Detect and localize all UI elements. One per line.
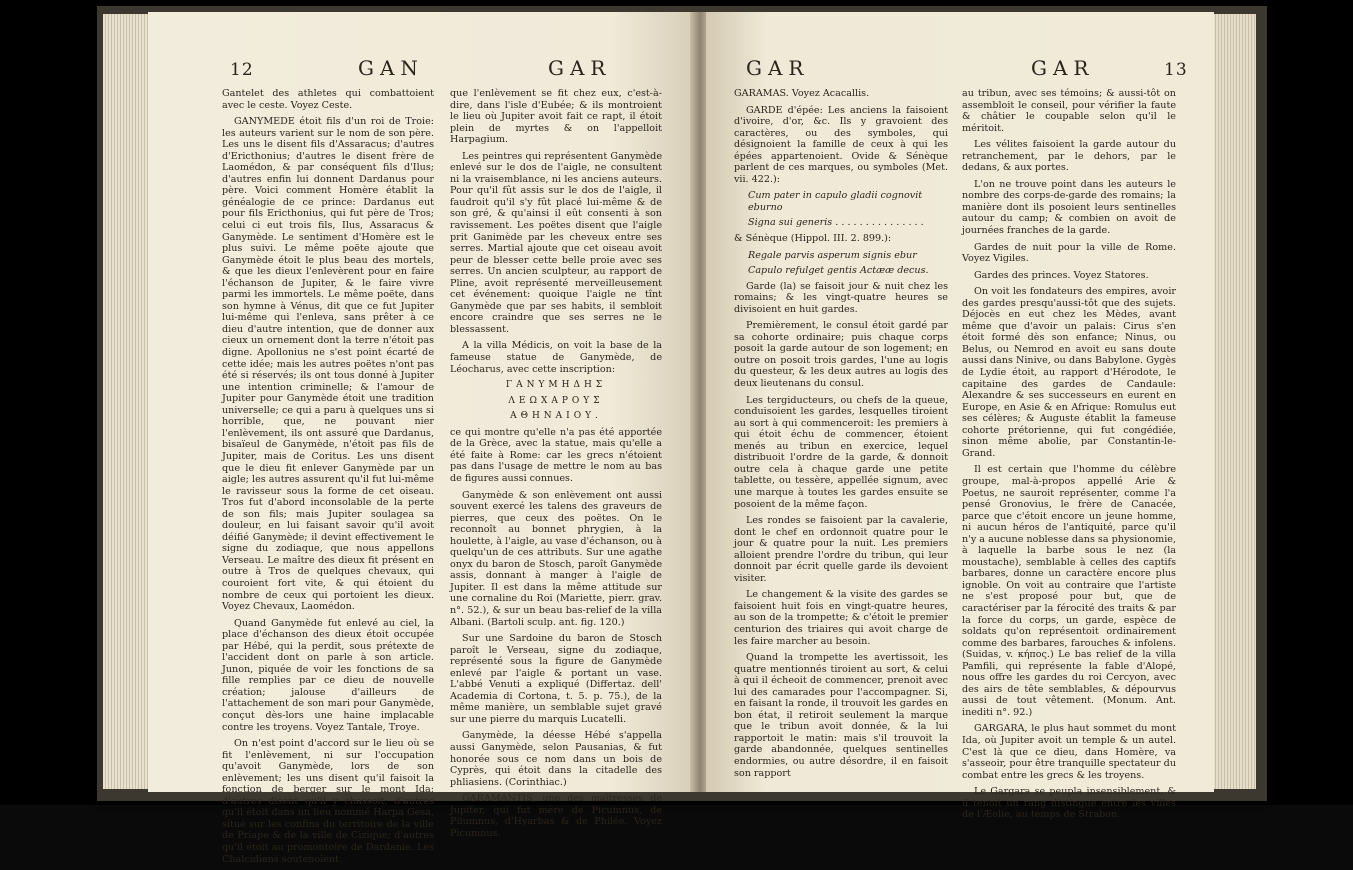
right-page-edges <box>1212 14 1256 789</box>
right-column-2 <box>962 88 1176 826</box>
paragraph: Gardes des princes. Voyez Statores. <box>974 269 1149 281</box>
greek-inscription-line: ΛΕΩΧΑΡΟΥΣ <box>508 395 604 406</box>
paragraph: Ganymède, la déesse Hébé s'appella aussi Ganymède, selon Pausanias, & fut honorée sous ce nom dans un bois de Cyprès, qui étoit dans la citadelle des phliasiens. (Corinthiac.) <box>450 730 662 788</box>
paragraph: A la villa Médicis, on voit la base de la fameuse statue de Ganymède, de Léocharus, avec cette inscription: <box>450 340 662 375</box>
paragraph: Quand Ganymède fut enlevé au ciel, la place d'échanson des dieux étoit occupée par Hébé, qui la perdit, sous prétexte de l'accident dont on parle à son article. Junon, piquée de voir les fonctions de sa fille remplies par ce dieu de nouvelle création; jalouse d'ailleurs de l'attachement de son mari pour Ganymède, conçut dès-lors une haine implacable contre les troyens. Voyez Tantale, Troye. <box>222 617 434 733</box>
paragraph: GARDE d'épée: Les anciens la faisoient d'ivoire, d'or, &c. Ils y gravoient des caractères, ou des symboles, qui désignoient la famille de ceux à qui les épées appartenoient. Ovide & Sénèque parlent de ces marques, ou symboles (Met. vii. 422.): <box>734 104 948 185</box>
paragraph: Gardes de nuit pour la ville de Rome. Voyez Vigiles. <box>962 241 1176 265</box>
paragraph: Garde (la) se faisoit jour & nuit chez les romains; & les vingt-quatre heures se divisoient en huit gardes. <box>734 280 948 315</box>
paragraph: On voit les fondateurs des empires, avoir des gardes presqu'aussi-tôt que des sujets. Déjocès en eut chez les Mèdes, avant même que d'avoir un palais: Cirus s'en étoit formé dès son enfance; Ninus, ou Belus, ou Nemrod en avoit eu sans doute aussi dans Ninive, ou dans Babylone. Gygès de Lydie étoit, au rapport d'Hérodote, le capitaine des gardes de Candaule: Alexandre & ses successeurs en eurent en Europe, en Asie & en Afrique: Romulus eut ses célères; & Auguste établit la fameuse cohorte prétorienne, qui fut congédiée, sinon même abolie, par Constantin-le-Grand. <box>962 286 1176 459</box>
paragraph: Les tergiducteurs, ou chefs de la queue, conduisoient les gardes, lesquelles tiroient au sort à qui commenceroit: les premiers à qui étoit échu de commencer, étoient menés au tribun en exercice, lequel distribuoit l'ordre de la garde, & donnoit outre cela à chaque garde une petite tablette, ou tessère, appellée signum, avec une marque à toutes les gardes ensuite se posoient de la même façon. <box>734 394 948 510</box>
paragraph: GANYMEDE étoit fils d'un roi de Troie: les auteurs varient sur le nom de son père. Les uns le disent fils d'Assaracus; d'autres d'Ericthonius; d'autres le disent frère de Laomédon, & par conséquent fils d'Ilus; d'autres enfin lui donnent Dardanus pour père. Voici comment Homère établit la généalogie de ce prince: Dardanus eut pour fils Ericthonius, qui fut père de Tros; celui ci eut trois fils, Ilus, Assaracus & Ganymède. Le sentiment d'Homère est le plus suivi. Le même poëte ajoute que Ganymède étoit le plus beau des mortels, & que les dieux l'enlevèrent pour en faire l'échanson de Jupiter, & le faire vivre parmi les immortels. Le même poëte, dans son hymne à Vénus, dit que ce fut Jupiter lui-même qui l'enleva, sans prêter à ce dieu d'autre intention, que de donner aux cieux un ornement dont la terre n'étoit pas digne. Apollonius ne s'est point écarté de cette idée; mais les autres poëtes n'ont pas été si réservés; ils ont tous donné à Jupiter une intention criminelle; & l'amour de Jupiter pour Ganymède étoit une tradition universelle; ce qui a paru à quelques uns si horrible, que, ne pouvant nier l'enlèvement, ils ont assuré que Dardanus, bisaïeul de Ganymède, n'étoit pas fils de Jupiter, mais de Coritus. Les uns disent que le dieu fit enlever Ganymède par un aigle; les autres assurent qu'il fut lui-même le ravisseur sous la forme de cet oiseau. Tros fut d'abord inconsolable de la perte de son fils; mais Jupiter soulagea sa douleur, en lui faisant savoir qu'il avoit déifié Ganymède; il devint effectivement le signe du zodiaque, que nous appellons Verseau. Le maître des dieux fit présent en outre à Tros de quelques chevaux, qui couroient fort vite, & qui étoient du nombre de ceux qui portoient les dieux. Voyez Chevaux, Laomédon. <box>222 116 434 613</box>
verse-line: Capulo refulget gentis Actææ decus. <box>748 265 929 277</box>
left-column-1 <box>222 88 434 870</box>
right-page-number: 13 <box>1164 60 1188 80</box>
paragraph: & Sénèque (Hippol. III. 2. 899.): <box>734 233 892 245</box>
greek-inscription-line: ΑΘΗΝΑΙΟΥ. <box>510 411 602 422</box>
paragraph: ce qui montre qu'elle n'a pas été apportée de la Grèce, avec la statue, mais qu'elle a été faite à Rome: car les grecs n'étoient pas dans l'usage de mettre le nom au bas de figures aussi connues. <box>450 426 662 484</box>
left-column-2 <box>450 88 662 844</box>
verse-line: Regale parvis asperum signis ebur <box>748 249 917 261</box>
left-head-word-1: GAN <box>358 56 424 80</box>
paragraph: Le Gargara se peupla insensiblement, & il tenoit un rang distingué entre les villes de l'Æolie, au temps de Strabon. <box>962 786 1176 821</box>
left-page-number: 12 <box>230 60 254 80</box>
verse-line: Cum pater in capulo gladii cognovit eburno <box>748 190 923 213</box>
paragraph: L'on ne trouve point dans les auteurs le nombre des corps-de-garde des romains; la manière dont ils posoient leurs sentinelles autour du camp; & combien on avoit de journées franches de la garde. <box>962 178 1176 237</box>
left-head-word-2: GAR <box>548 56 612 80</box>
right-page <box>706 12 1214 821</box>
paragraph: au tribun, avec ses témoins; & aussi-tôt on assembloit le conseil, pour vérifier la faute & châtier le coupable selon qu'il le méritoit. <box>962 88 1176 134</box>
paragraph: On n'est point d'accord sur le lieu où se fit l'enlèvement, ni sur l'occupation qu'avoit Ganymède, lors de son enlèvement; les uns disent qu'il faisoit la fonction de berger sur le mont Ida; d'autres disent qu'il y chassoit; d'autres qu'il étoit dans un lieu nommé Harpa Gesa, situé sur les confins du territoire de la ville de Priape & de la ville de Cizique; d'autres qu'il étoit au promontoire de Dardanie. Les Chalcidiens soutenoient <box>222 738 434 865</box>
paragraph: Quand la trompette les avertissoit, les quatre mentionnés tiroient au sort, & celui à qui il écheoit de commencer, prenoit avec lui des camarades pour l'accompagner. Si, en faisant la ronde, il trouvoit les gardes en bon état, il retiroit seulement la marque que le tribun avoit donnée, & la lui rapportoit le matin: mais s'il trouvoit la garde abandonnée, quelques sentinelles endormies, ou autre désordre, il en faisoit son rapport <box>734 652 948 779</box>
greek-inscription-line: ΓΑΝΥΜΗΔΗΣ <box>505 380 607 391</box>
right-head-word-2: GAR <box>1031 56 1095 80</box>
paragraph: GARAMANTIS, une des maîtresses de Jupiter, qui fut mère de Picumnus, de Pilumnus, d'Hyarbas & de Philée. Voyez Picumnus. <box>450 793 662 839</box>
verse-line: Signa sui generis . . . . . . . . . . . . . . . <box>748 217 924 229</box>
left-running-head <box>148 56 694 84</box>
paragraph: Premièrement, le consul étoit gardé par sa cohorte ordinaire; puis chaque corps posoit la garde autour de son logement; en outre on posoit trois gardes, l'une au logis du questeur, & les deux autres au logis des deux lieutenans du consul. <box>734 320 948 390</box>
paragraph: Les peintres qui représentent Ganymède enlevé sur le dos de l'aigle, ne consultent ni la vraisemblance, ni les anciens auteurs. Pour qu'il fût assis sur le dos de l'aigle, il faudroit qu'il s'y fût placé lui-même & de son gré, & qu'ainsi il eût consenti à son ravissement. Les poëtes disent que l'aigle prit Ganimède par les cheveux entre ses serres. Martial ajoute que cet oiseau avoit peur de blesser cette belle proie avec ses serres. Un ancien sculpteur, au rapport de Pline, avoit représenté merveilleusement cet événement: quoique l'aigle ne tînt Ganymède que par ses habits, il sembloit encore craindre que ses serres ne le blessassent. <box>450 150 662 335</box>
paragraph: GARGARA, le plus haut sommet du mont Ida, où Jupiter avoit un temple & un autel. C'est là que ce dieu, dans Homère, va s'asseoir, pour être tranquille spectateur du combat entre les grecs & les troyens. <box>962 723 1176 781</box>
right-running-head <box>706 56 1214 84</box>
paragraph: Sur une Sardoine du baron de Stosch paroît le Verseau, signe du zodiaque, représenté sous la figure de Ganymède enlevé par l'aigle & portant un vase. L'abbé Venuti a expliqué (Differtaz. dell' Academia di Cortona, t. 5. p. 75.), de la même manière, un semblable sujet gravé sur une pierre du marquis Lucatelli. <box>450 633 662 725</box>
right-head-word-1: GAR <box>746 56 810 80</box>
paragraph: que l'enlèvement se fit chez eux, c'est-à-dire, dans l'isle d'Eubée; & ils montroient le lieu où Jupiter avoit fait ce rapt, il étoit plein de myrtes & on l'appelloit Harpagium. <box>450 88 662 146</box>
left-page-edges <box>103 14 151 789</box>
paragraph: GARAMAS. Voyez Acacallis. <box>734 88 870 99</box>
paragraph: Les rondes se faisoient par la cavalerie, dont le chef en ordonnoit quatre pour le jour & quatre pour la nuit. Les premiers alloient prendre l'ordre du tribun, qui leur donnoit par écrit quelle garde ils devoient visiter. <box>734 515 948 584</box>
paragraph: Le changement & la visite des gardes se faisoient huit fois en vingt-quatre heures, au son de la trompette; & c'étoit le premier centurion des triaires qui avoit charge de les faire marcher au besoin. <box>734 589 948 647</box>
paragraph: Ganymède & son enlèvement ont aussi souvent exercé les talens des graveurs de pierres, que ceux des poëtes. On le reconnoît au bonnet phrygien, à la houlette, à l'aigle, au vase d'échanson, ou à quelqu'un de ces attributs. Sur une agathe onyx du baron de Stosch, paroît Ganymède assis, donnant à manger à l'aigle de Jupiter. Il est dans la même attitude sur une cornaline du Roi (Mariette, pierr. grav. n°. 52.), & sur un beau bas-relief de la villa Albani. (Bartoli sculp. ant. fig. 120.) <box>450 489 662 628</box>
right-column-1 <box>734 88 948 784</box>
left-page <box>148 12 694 865</box>
paragraph: Les vélites faisoient la garde autour du retranchement, par le dehors, par le dedans, & aux portes. <box>962 139 1176 174</box>
paragraph: Gantelet des athletes qui combattoient avec le ceste. Voyez Ceste. <box>222 88 434 111</box>
paragraph: Il est certain que l'homme du célèbre groupe, mal-à-propos appellé Arie & Poetus, ne sauroit représenter, comme l'a pensé Gronovius, le frère de Canacée, parce que c'étoit encore un jeune homme, ni aucun héros de l'antiquité, parce qu'il n'y a aucune noblesse dans sa physionomie, à laquelle la barbe sous le nez (la moustache), semblable à celles des captifs barbares, donne un caractère encore plus ignoble. On voit au contraire que l'artiste ne s'est proposé pour but, que de caractériser par la férocité des traits & par la force du corps, un garde, espèce de soldats qu'on représentoit ordinairement comme des barbares, farouches & infolens. (Suidas, v. κήπος.) Le bas relief de la villa Pamfili, qui représente la fable d'Alopé, nous offre les gardes du roi Cercyon, avec des airs de tête semblables, & dépourvus aussi de tout vêtement. (Monum. Ant. inediti n°. 92.) <box>962 464 1176 718</box>
